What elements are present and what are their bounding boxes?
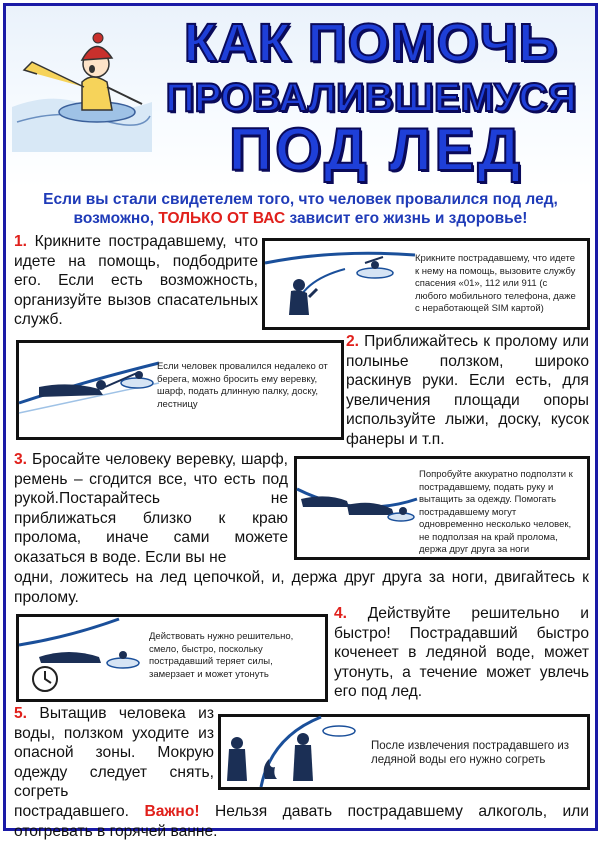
- step-5-important: Важно!: [144, 803, 200, 820]
- poster-header: [6, 6, 595, 188]
- step-5-body-a: Вытащив человека из воды, ползком уходите из опасной зоны. Мокрую одежду следует снять, согреть: [14, 705, 214, 801]
- step-5-body-b-pre: пострадавшего.: [14, 803, 145, 820]
- step-3-text-a: [14, 450, 288, 568]
- step-2-illustration: [16, 340, 344, 440]
- intro-text: [14, 190, 587, 228]
- step-4-illustration: [16, 614, 328, 702]
- human-chain-icon: [297, 459, 417, 557]
- rescuer-crawling-icon: [19, 343, 159, 437]
- title-line-2: ПРОВАЛИВШЕМУСЯ: [165, 76, 577, 120]
- intro-highlight: ТОЛЬКО ОТ ВАС: [158, 210, 286, 227]
- step-3-illustration: [294, 456, 590, 560]
- step-1-text: [14, 232, 258, 330]
- step-4-body: Действуйте решительно и быстро! Пострадавший быстро коченеет в ледяной воде, может утонуть, а течение может увлечь его под лед.: [334, 605, 589, 701]
- step-5-illustration: [218, 714, 590, 790]
- step-5-text-a: [14, 704, 214, 802]
- step-1-illustration: [262, 238, 590, 330]
- step-4-number: 4.: [334, 605, 348, 622]
- step-3-body-a: Бросайте человеку веревку, шарф, ремень – сгодится все, что есть под рукой.Постарайтесь не приближаться близко к краю пролома, иначе сами можете оказаться в воде. Если вы не: [14, 451, 288, 566]
- step-1-body: Крикните пострадавшему, что идете на помощь, подбодрите его. Если есть возможность, организуйте вызов спасательных служб.: [14, 233, 258, 329]
- rescuer-calling-icon: [265, 241, 415, 327]
- step-2-number: 2.: [346, 333, 360, 350]
- step-1-number: 1.: [14, 233, 28, 250]
- step-2-text: [346, 332, 589, 450]
- step-2-caption: Если человек провалился недалеко от берега, можно бросить ему веревку, шарф, подать длинную палку, доску, лестницу: [157, 361, 328, 410]
- title-line-1: КАК ПОМОЧЬ: [183, 13, 559, 73]
- step-4-text: [334, 604, 589, 702]
- person-in-ice-icon: [12, 12, 152, 152]
- step-5-caption: После извлечения пострадавшего из ледяной воды его нужно согреть: [371, 740, 570, 766]
- intro-part-2: зависит его жизнь и здоровье!: [285, 210, 528, 227]
- step-4-caption: Действовать нужно решительно, смело, быстро, поскольку пострадавший теряет силы, замерзает и может утонуть: [149, 631, 294, 680]
- clock-icon: [33, 667, 57, 691]
- step-3-text-b: одни, ложитесь на лед цепочкой, и, держа друг друга за ноги, двигайтесь к пролому.: [14, 569, 589, 606]
- step-5-text-b: [14, 802, 589, 841]
- step-2-body: Приближайтесь к пролому или полынье ползком, широко раскинув руки. Если есть, для увеличения площади опоры используйте лыжи, доску, кусок фанеры и т.п.: [346, 333, 589, 448]
- intro-part-1: Если вы стали свидетелем того, что человек провалился под лед, возможно,: [43, 191, 558, 227]
- step-1-caption: Крикните пострадавшему, что идете к нему на помощь, вызовите службу спасения «01», 112 или 911 (с любого мобильного телефона, даже с неработающей SIM картой): [415, 253, 576, 314]
- step-3-caption: Попробуйте аккуратно подползти к пострадавшему, подать руку и вытащить за одежду. Помогать пострадавшему могут одновременно несколько человек, не подползая на край пролома, держа друг друга за ноги: [419, 469, 573, 555]
- step-5-number: 5.: [14, 705, 28, 722]
- title-line-3: ПОД ЛЕД: [228, 116, 524, 183]
- step-3-number: 3.: [14, 451, 28, 468]
- step-5-body-b-post: Нельзя давать пострадавшему алкоголь, или отогревать в горячей ванне.: [14, 803, 589, 840]
- poster-frame: [3, 3, 598, 840]
